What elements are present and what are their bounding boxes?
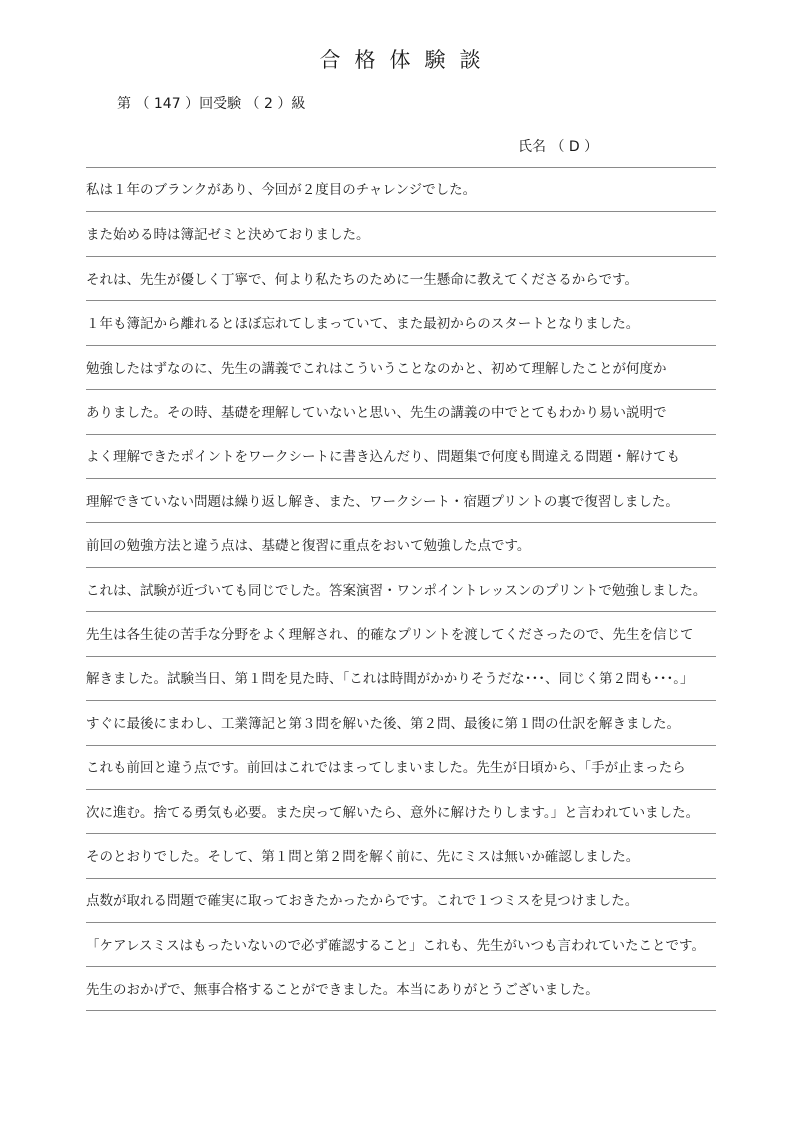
essay-line: これは、試験が近づいても同じでした。答案演習・ワンポイントレッスンのプリントで勉強しました。 bbox=[86, 583, 707, 599]
rule-line bbox=[86, 167, 716, 168]
essay-line: 前回の勉強方法と違う点は、基礎と復習に重点をおいて勉強した点です。 bbox=[86, 538, 531, 554]
essay-line: 「ケアレスミスはもったいないので必ず確認すること」これも、先生がいつも言われていたことです。 bbox=[86, 938, 705, 954]
essay-line: よく理解できたポイントをワークシートに書き込んだり、問題集で何度も間違える問題・解けても bbox=[86, 449, 680, 465]
rule-line bbox=[86, 878, 716, 879]
rule-line bbox=[86, 211, 716, 212]
rule-line bbox=[86, 389, 716, 390]
rule-line bbox=[86, 700, 716, 701]
rule-line bbox=[86, 478, 716, 479]
essay-line: 先生のおかげで、無事合格することができました。本当にありがとうございました。 bbox=[86, 982, 599, 998]
essay-line: 私は１年のブランクがあり、今回が２度目のチャレンジでした。 bbox=[86, 182, 477, 198]
name-field: 氏名 （ D ） bbox=[518, 139, 599, 155]
essay-line: 次に進む。捨てる勇気も必要。また戻って解いたら、意外に解けたりします。」と言われていました。 bbox=[86, 805, 700, 821]
rule-line bbox=[86, 922, 716, 923]
essay-line: 理解できていない問題は繰り返し解き、また、ワークシート・宿題プリントの裏で復習しました。 bbox=[86, 494, 679, 510]
rule-line bbox=[86, 745, 716, 746]
rule-line bbox=[86, 833, 716, 834]
essay-line: 解きました。試験当日、第１問を見た時、「これは時間がかかりそうだな･･･、同じく第２問も･･･。」 bbox=[86, 671, 694, 687]
rule-line bbox=[86, 789, 716, 790]
essay-line: １年も簿記から離れるとほぼ忘れてしまっていて、また最初からのスタートとなりました。 bbox=[86, 316, 640, 332]
essay-line: それは、先生が優しく丁寧で、何より私たちのために一生懸命に教えてくださるからです。 bbox=[86, 272, 639, 288]
rule-line bbox=[86, 567, 716, 568]
rule-line bbox=[86, 656, 716, 657]
rule-line bbox=[86, 522, 716, 523]
rule-line bbox=[86, 966, 716, 967]
document-title: 合格体験談 bbox=[319, 48, 495, 72]
essay-line: また始める時は簿記ゼミと決めておりました。 bbox=[86, 227, 370, 243]
rule-line bbox=[86, 345, 716, 346]
rule-line bbox=[86, 611, 716, 612]
essay-line: 先生は各生徒の苦手な分野をよく理解され、的確なプリントを渡してくださったので、先生を信じて bbox=[86, 627, 694, 643]
essay-line: そのとおりでした。そして、第１問と第２問を解く前に、先にミスは無いか確認しました。 bbox=[86, 849, 640, 865]
essay-line: ありました。その時、基礎を理解していないと思い、先生の講義の中でとてもわかり易い説明で bbox=[86, 405, 667, 421]
rule-line bbox=[86, 256, 716, 257]
exam-info: 第 （ 147 ）回受験 （ 2 ）級 bbox=[117, 96, 306, 112]
rule-line bbox=[86, 434, 716, 435]
essay-line: 勉強したはずなのに、先生の講義でこれはこういうことなのかと、初めて理解したことが何度か bbox=[86, 361, 667, 377]
essay-line: 点数が取れる問題で確実に取っておきたかったからです。これで１つミスを見つけました。 bbox=[86, 893, 639, 909]
rule-line bbox=[86, 1010, 716, 1011]
rule-line bbox=[86, 300, 716, 301]
essay-line: これも前回と違う点です。前回はこれではまってしまいました。先生が日頃から、「手が止まったら bbox=[86, 760, 686, 776]
essay-line: すぐに最後にまわし、工業簿記と第３問を解いた後、第２問、最後に第１問の仕訳を解きました。 bbox=[86, 716, 680, 732]
